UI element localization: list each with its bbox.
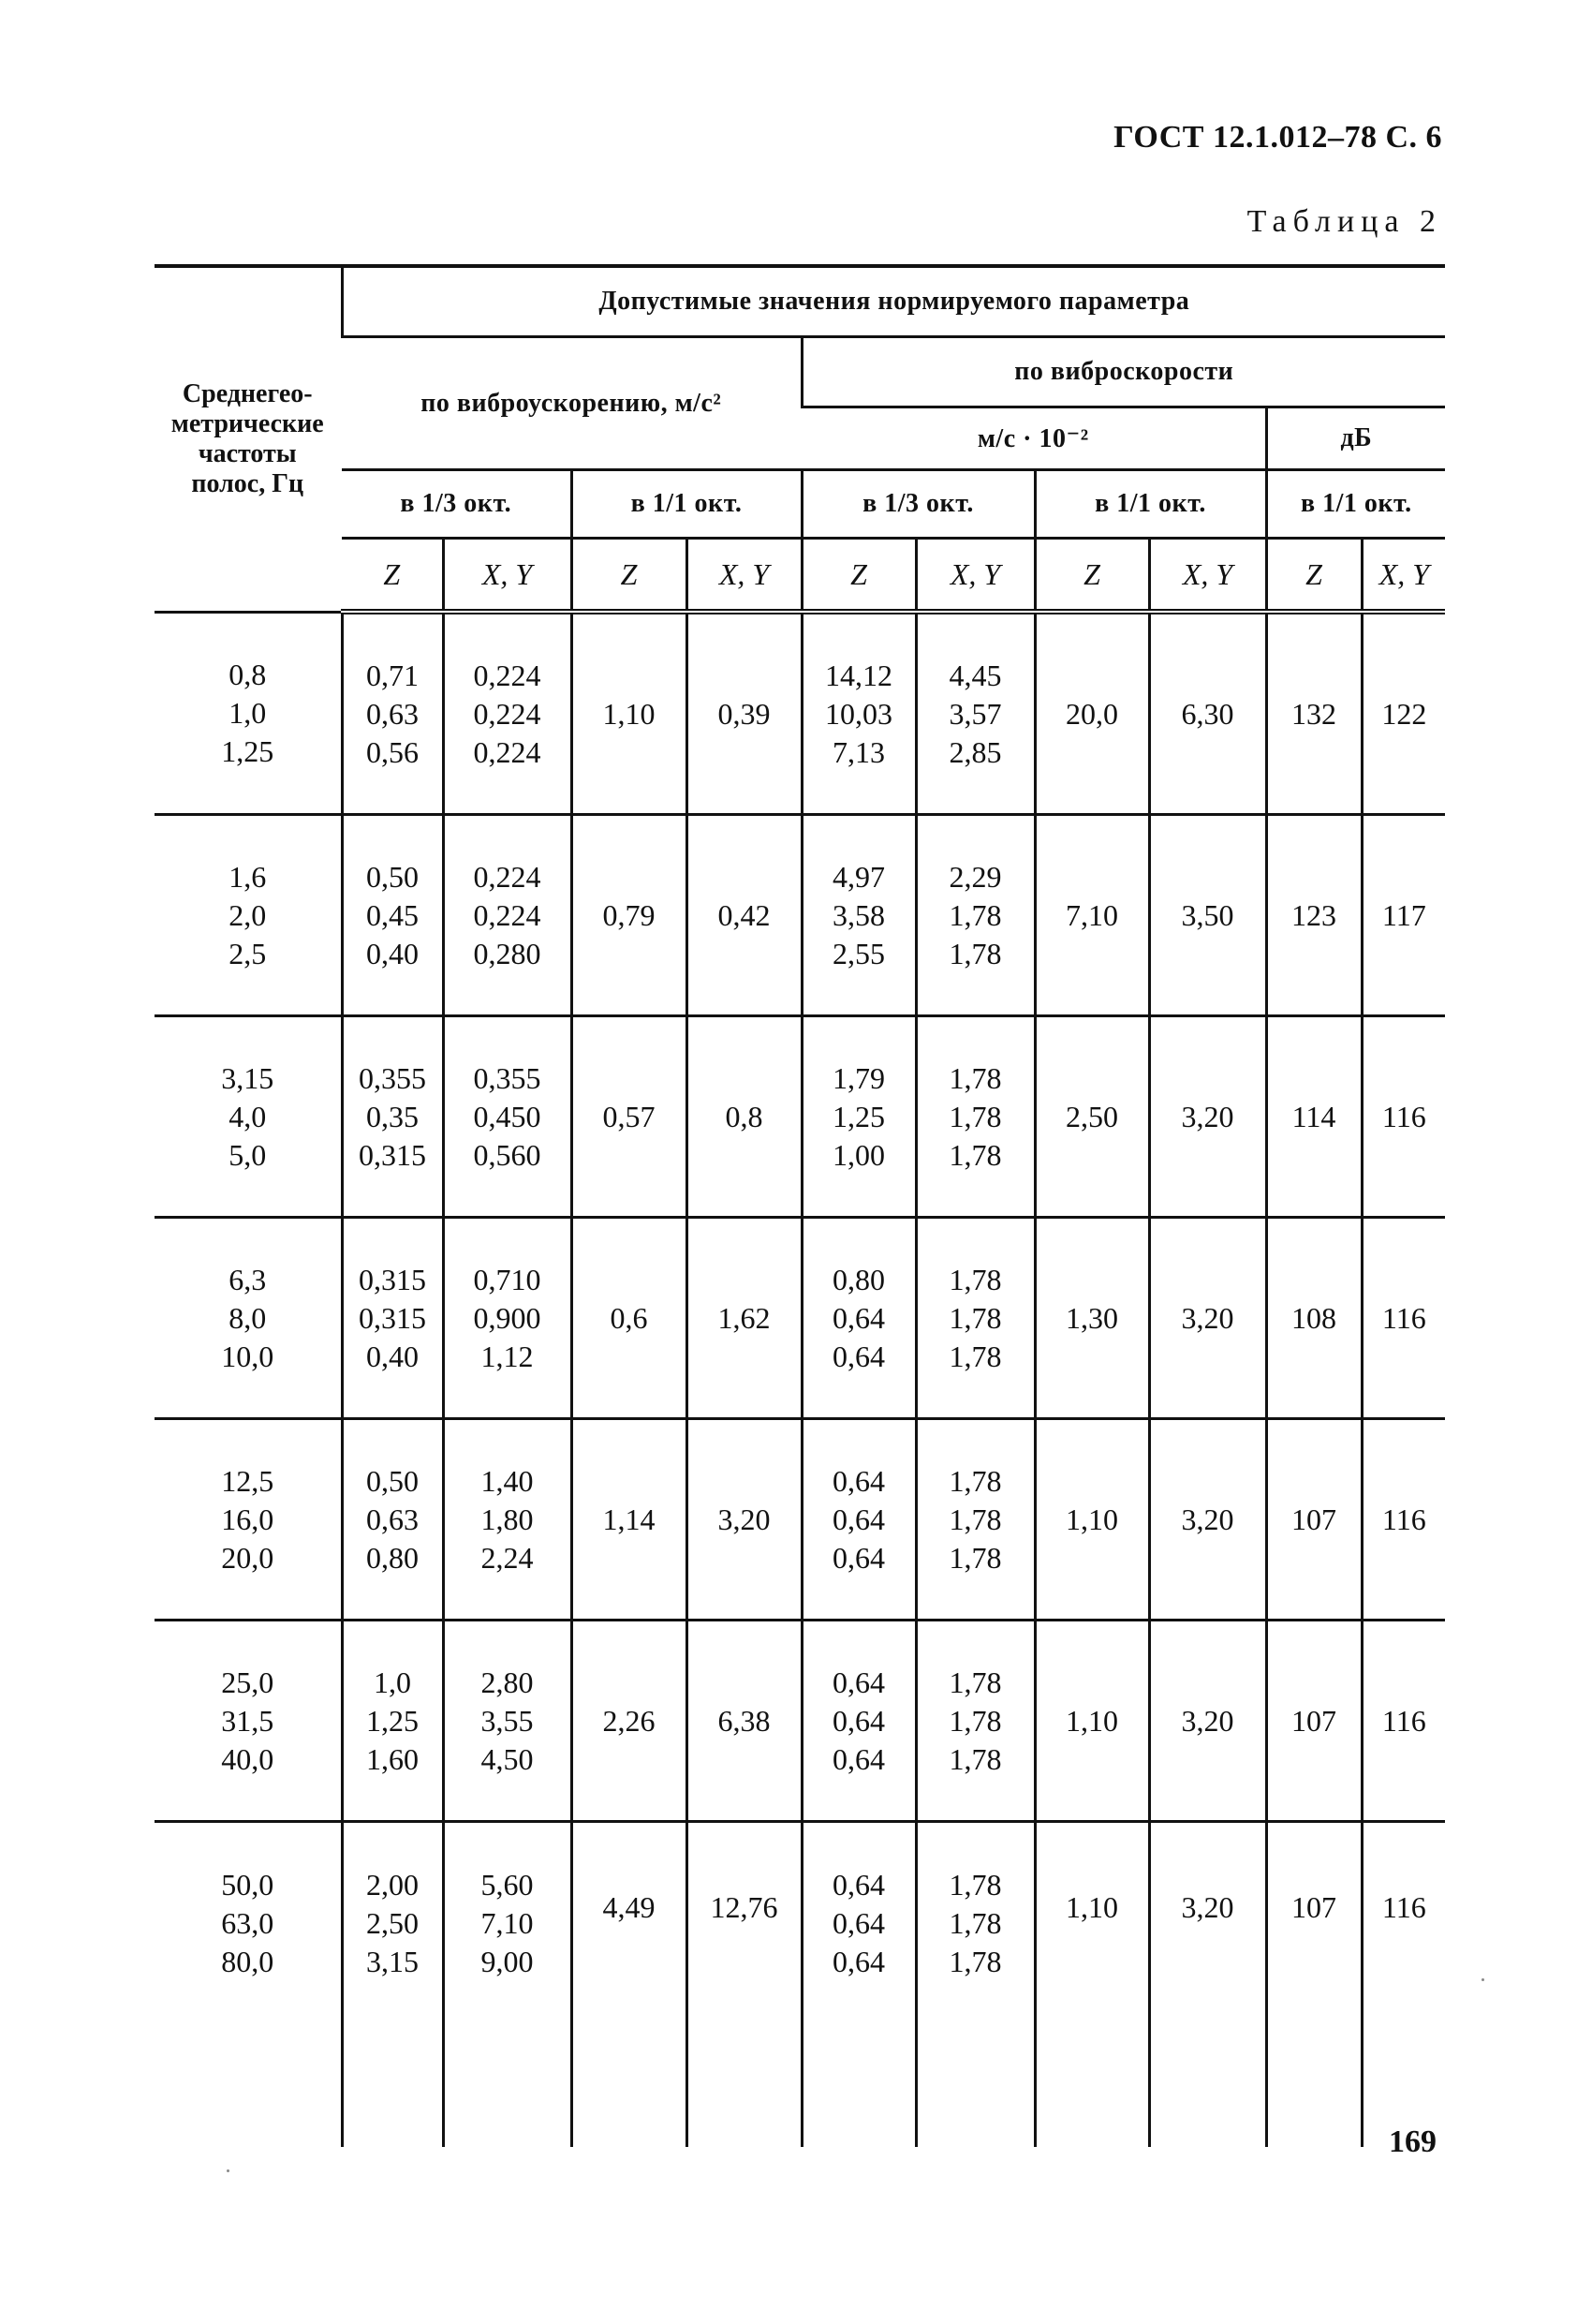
cell-freq — [155, 1419, 342, 1621]
cell-value: 3,15 — [366, 1945, 419, 1978]
cell-value: 1,78 — [949, 1339, 1002, 1373]
cell-acc-full-xy — [686, 815, 802, 1016]
cell-db-xy — [1362, 1822, 1445, 2148]
cell-value: 0,45 — [366, 897, 419, 932]
cell-db-z — [1266, 1016, 1362, 1218]
cell-value: 0,50 — [366, 1463, 419, 1498]
cell-value: 1,62 — [717, 1300, 771, 1335]
cell-acc-third-xy — [443, 612, 571, 815]
cell-value: 0,56 — [366, 734, 419, 769]
cell-value: 0,900 — [473, 1300, 541, 1335]
cell-vel-full-xy — [1149, 1621, 1266, 1822]
cell-db-z — [1266, 1419, 1362, 1621]
cell-value: 3,15 — [221, 1060, 274, 1095]
cell-value: 132 — [1291, 696, 1336, 731]
cell-vel-full-xy — [1149, 1419, 1266, 1621]
cell-value: 4,49 — [602, 1890, 656, 1924]
cell-db-z — [1266, 815, 1362, 1016]
cell-value: 0,315 — [359, 1262, 426, 1296]
table-row — [155, 1016, 1445, 1218]
cell-value: 0,224 — [473, 897, 541, 932]
cell-value: 10,03 — [825, 696, 892, 731]
cell-acc-full-z — [571, 1822, 686, 2148]
cell-value: 1,78 — [949, 1945, 1002, 1978]
cell-db-xy — [1362, 1016, 1445, 1218]
vibration-limits-table — [155, 264, 1445, 2147]
cell-value: 2,26 — [602, 1703, 656, 1738]
cell-value: 1,10 — [602, 696, 656, 731]
page-number: 169 — [1389, 2124, 1437, 2159]
cell-vel-full-xy — [1149, 1822, 1266, 2148]
cell-value: 2,00 — [366, 1868, 419, 1902]
cell-value: 0,64 — [833, 1502, 885, 1536]
cell-vel-full-xy — [1149, 1016, 1266, 1218]
cell-value: 2,85 — [949, 734, 1002, 769]
axis-xy-header: X, Y — [686, 539, 802, 613]
cell-value: 0,6 — [610, 1300, 648, 1335]
cell-value: 3,20 — [1181, 1890, 1234, 1924]
cell-vel-third-xy — [916, 1218, 1035, 1419]
table-row — [155, 1419, 1445, 1621]
cell-value: 1,78 — [949, 1540, 1002, 1575]
cell-value: 1,78 — [949, 1741, 1002, 1776]
acc-full-octave-header: в 1/1 окт. — [571, 470, 802, 539]
cell-value: 0,450 — [473, 1099, 541, 1133]
cell-acc-third-z — [342, 815, 443, 1016]
axis-xy-header: X, Y — [916, 539, 1035, 613]
cell-acc-third-xy — [443, 1621, 571, 1822]
cell-value: 0,64 — [833, 1703, 885, 1738]
cell-value: 1,6 — [228, 859, 267, 894]
cell-value: 1,25 — [221, 733, 274, 768]
cell-acc-full-z — [571, 1016, 686, 1218]
cell-value: 107 — [1291, 1502, 1336, 1536]
cell-value: 0,64 — [833, 1906, 885, 1940]
cell-value: 2,80 — [480, 1665, 534, 1699]
cell-value: 3,50 — [1181, 897, 1234, 932]
cell-value: 14,12 — [825, 658, 892, 692]
cell-vel-third-xy — [916, 612, 1035, 815]
cell-value: 114 — [1291, 1099, 1336, 1133]
cell-value: 3,57 — [949, 696, 1002, 731]
cell-value: 12,76 — [710, 1890, 778, 1924]
cell-acc-third-xy — [443, 1822, 571, 2148]
cell-value: 31,5 — [221, 1703, 274, 1738]
cell-freq — [155, 612, 342, 815]
cell-value: 3,58 — [833, 897, 885, 932]
cell-db-z — [1266, 1621, 1362, 1822]
cell-value: 107 — [1291, 1890, 1336, 1924]
cell-vel-full-z — [1035, 1419, 1149, 1621]
vel-third-octave-header: в 1/3 окт. — [802, 470, 1035, 539]
cell-freq — [155, 1218, 342, 1419]
cell-acc-full-z — [571, 1218, 686, 1419]
cell-value: 0,35 — [366, 1099, 419, 1133]
cell-acc-full-z — [571, 612, 686, 815]
cell-value: 0,64 — [833, 1339, 885, 1373]
cell-vel-full-xy — [1149, 1218, 1266, 1419]
scan-speck — [1481, 1978, 1484, 1981]
cell-acc-third-z — [342, 1822, 443, 2148]
cell-vel-full-xy — [1149, 815, 1266, 1016]
cell-value: 0,80 — [833, 1262, 885, 1296]
cell-value: 1,10 — [1066, 1703, 1118, 1738]
cell-value: 20,0 — [221, 1540, 274, 1575]
cell-value: 5,60 — [480, 1868, 534, 1902]
table-body — [155, 612, 1445, 2147]
cell-value: 116 — [1381, 1703, 1426, 1738]
cell-value: 0,57 — [602, 1099, 656, 1133]
cell-vel-third-z — [802, 1419, 916, 1621]
cell-acc-full-z — [571, 815, 686, 1016]
cell-value: 9,00 — [480, 1945, 534, 1978]
cell-value: 0,80 — [366, 1540, 419, 1575]
cell-value: 123 — [1291, 897, 1336, 932]
cell-value: 1,78 — [949, 1300, 1002, 1335]
cell-value: 0,315 — [359, 1300, 426, 1335]
cell-value: 0,224 — [473, 658, 541, 692]
cell-value: 1,60 — [366, 1741, 419, 1776]
cell-value: 3,20 — [1181, 1502, 1234, 1536]
cell-value: 0,64 — [833, 1868, 885, 1902]
cell-value: 117 — [1381, 897, 1426, 932]
cell-value: 25,0 — [221, 1665, 274, 1699]
cell-vel-full-z — [1035, 1621, 1149, 1822]
cell-vel-third-z — [802, 612, 916, 815]
cell-value: 0,315 — [359, 1137, 426, 1172]
cell-value: 116 — [1381, 1300, 1426, 1335]
cell-acc-full-xy — [686, 1016, 802, 1218]
cell-value: 122 — [1381, 696, 1427, 731]
cell-acc-third-z — [342, 1419, 443, 1621]
cell-value: 0,40 — [366, 936, 419, 970]
table-row — [155, 1822, 1445, 2148]
velocity-header: по виброскорости — [802, 337, 1445, 407]
cell-value: 1,00 — [833, 1137, 885, 1172]
cell-db-xy — [1362, 815, 1445, 1016]
cell-freq — [155, 1822, 342, 2148]
cell-value: 1,78 — [949, 1906, 1002, 1940]
scan-speck — [227, 2169, 229, 2172]
table-row — [155, 612, 1445, 815]
cell-vel-third-xy — [916, 815, 1035, 1016]
cell-vel-third-xy — [916, 1621, 1035, 1822]
cell-value: 1,30 — [1066, 1300, 1118, 1335]
cell-value: 10,0 — [221, 1339, 274, 1373]
cell-value: 1,78 — [949, 1463, 1002, 1498]
cell-freq — [155, 1016, 342, 1218]
cell-value: 4,45 — [949, 658, 1002, 692]
cell-value: 4,50 — [480, 1741, 534, 1776]
acc-third-octave-header: в 1/3 окт. — [342, 470, 571, 539]
axis-z-header: Z — [342, 539, 443, 613]
cell-value: 0,224 — [473, 696, 541, 731]
axis-z-header: Z — [571, 539, 686, 613]
cell-value: 1,25 — [833, 1099, 885, 1133]
cell-db-z — [1266, 1218, 1362, 1419]
cell-freq — [155, 815, 342, 1016]
cell-value: 2,50 — [366, 1906, 419, 1940]
cell-value: 4,0 — [228, 1099, 267, 1133]
cell-value: 2,50 — [1066, 1099, 1118, 1133]
cell-value: 6,3 — [228, 1262, 267, 1296]
cell-acc-full-xy — [686, 1822, 802, 2148]
cell-value: 0,40 — [366, 1339, 419, 1373]
cell-value: 2,24 — [480, 1540, 534, 1575]
cell-vel-full-z — [1035, 1822, 1149, 2148]
cell-acc-full-xy — [686, 612, 802, 815]
cell-value: 0,63 — [366, 696, 419, 731]
vel-full-octave-header: в 1/1 окт. — [1035, 470, 1266, 539]
cell-value: 0,64 — [833, 1945, 885, 1978]
cell-value: 80,0 — [221, 1945, 274, 1978]
cell-value: 1,78 — [949, 936, 1002, 970]
axis-xy-header: X, Y — [1362, 539, 1445, 613]
cell-value: 0,560 — [473, 1137, 541, 1172]
cell-acc-third-xy — [443, 815, 571, 1016]
cell-db-xy — [1362, 1419, 1445, 1621]
cell-acc-full-z — [571, 1419, 686, 1621]
cell-value: 0,42 — [717, 897, 771, 932]
velocity-db-header: дБ — [1266, 407, 1445, 470]
cell-vel-third-z — [802, 1016, 916, 1218]
cell-value: 1,0 — [374, 1665, 411, 1699]
cell-value: 0,39 — [717, 696, 771, 731]
cell-value: 2,55 — [833, 936, 885, 970]
cell-value: 3,55 — [480, 1703, 534, 1738]
cell-value: 0,64 — [833, 1300, 885, 1335]
cell-vel-full-z — [1035, 612, 1149, 815]
axis-z-header: Z — [1266, 539, 1362, 613]
cell-acc-full-z — [571, 1621, 686, 1822]
cell-value: 1,78 — [949, 1868, 1002, 1902]
axis-xy-header: X, Y — [443, 539, 571, 613]
table-row — [155, 1218, 1445, 1419]
cell-acc-full-xy — [686, 1419, 802, 1621]
cell-acc-third-xy — [443, 1419, 571, 1621]
cell-value: 1,78 — [949, 1099, 1002, 1133]
frequency-column-header: Среднегео-метрические частоты полос, Гц — [155, 266, 342, 612]
cell-value: 16,0 — [221, 1502, 274, 1536]
cell-value: 12,5 — [221, 1463, 274, 1498]
cell-freq — [155, 1621, 342, 1822]
cell-acc-third-z — [342, 1016, 443, 1218]
cell-vel-third-z — [802, 1621, 916, 1822]
cell-value: 1,78 — [949, 1262, 1002, 1296]
cell-acc-third-z — [342, 1621, 443, 1822]
cell-value: 1,10 — [1066, 1890, 1118, 1924]
cell-value: 7,10 — [480, 1906, 534, 1940]
cell-value: 0,79 — [602, 897, 656, 932]
acceleration-header: по виброускорению, м/с² — [342, 337, 802, 470]
cell-value: 1,78 — [949, 1060, 1002, 1095]
cell-acc-full-xy — [686, 1621, 802, 1822]
cell-value: 6,38 — [717, 1703, 771, 1738]
cell-value: 5,0 — [228, 1137, 267, 1172]
cell-value: 2,5 — [228, 936, 267, 970]
cell-value: 107 — [1291, 1703, 1336, 1738]
cell-acc-third-xy — [443, 1218, 571, 1419]
cell-value: 0,64 — [833, 1463, 885, 1498]
cell-db-z — [1266, 1822, 1362, 2148]
cell-value: 116 — [1381, 1502, 1426, 1536]
cell-value: 1,12 — [480, 1339, 534, 1373]
velocity-ms-header: м/с · 10⁻² — [802, 407, 1266, 470]
cell-value: 20,0 — [1066, 696, 1118, 731]
cell-value: 0,224 — [473, 734, 541, 769]
cell-vel-third-xy — [916, 1822, 1035, 2148]
cell-value: 2,29 — [949, 859, 1002, 894]
cell-acc-third-z — [342, 612, 443, 815]
cell-value: 1,78 — [949, 897, 1002, 932]
cell-value: 0,71 — [366, 658, 419, 692]
cell-value: 1,78 — [949, 1137, 1002, 1172]
cell-value: 1,78 — [949, 1665, 1002, 1699]
cell-value: 0,64 — [833, 1741, 885, 1776]
cell-vel-full-xy — [1149, 612, 1266, 815]
cell-db-z — [1266, 612, 1362, 815]
cell-value: 40,0 — [221, 1741, 274, 1776]
cell-value: 1,0 — [228, 695, 267, 730]
cell-value: 7,13 — [833, 734, 885, 769]
axis-xy-header: X, Y — [1149, 539, 1266, 613]
cell-value: 50,0 — [221, 1868, 274, 1902]
cell-db-xy — [1362, 612, 1445, 815]
cell-value: 1,14 — [602, 1502, 656, 1536]
cell-value: 7,10 — [1066, 897, 1118, 932]
cell-value: 3,20 — [1181, 1703, 1234, 1738]
cell-value: 0,355 — [473, 1060, 541, 1095]
cell-vel-full-z — [1035, 1218, 1149, 1419]
cell-value: 0,224 — [473, 859, 541, 894]
table-row — [155, 815, 1445, 1016]
cell-value: 63,0 — [221, 1906, 274, 1940]
cell-value: 1,40 — [480, 1463, 534, 1498]
cell-value: 8,0 — [228, 1300, 267, 1335]
cell-value: 3,20 — [1181, 1099, 1234, 1133]
table-row — [155, 1621, 1445, 1822]
cell-value: 0,50 — [366, 859, 419, 894]
cell-acc-full-xy — [686, 1218, 802, 1419]
cell-value: 0,710 — [473, 1262, 541, 1296]
cell-value: 0,64 — [833, 1665, 885, 1699]
cell-value: 0,63 — [366, 1502, 419, 1536]
cell-value: 0,8 — [725, 1099, 763, 1133]
cell-value: 4,97 — [833, 859, 885, 894]
cell-vel-third-z — [802, 1822, 916, 2148]
cell-vel-third-xy — [916, 1419, 1035, 1621]
cell-value: 0,355 — [359, 1060, 426, 1095]
cell-vel-third-z — [802, 1218, 916, 1419]
cell-value: 1,79 — [833, 1060, 885, 1095]
axis-z-header: Z — [1035, 539, 1149, 613]
axis-z-header: Z — [802, 539, 916, 613]
cell-value: 1,10 — [1066, 1502, 1118, 1536]
cell-value: 2,0 — [228, 897, 267, 932]
cell-value: 1,78 — [949, 1502, 1002, 1536]
cell-db-xy — [1362, 1621, 1445, 1822]
table-caption: Таблица 2 — [1246, 204, 1442, 239]
cell-vel-full-z — [1035, 815, 1149, 1016]
cell-value: 6,30 — [1181, 696, 1234, 731]
cell-value: 3,20 — [1181, 1300, 1234, 1335]
cell-acc-third-xy — [443, 1016, 571, 1218]
cell-value: 116 — [1381, 1890, 1426, 1924]
cell-value: 1,25 — [366, 1703, 419, 1738]
cell-value: 0,64 — [833, 1540, 885, 1575]
cell-value: 116 — [1381, 1099, 1426, 1133]
cell-value: 108 — [1291, 1300, 1336, 1335]
cell-value: 3,20 — [717, 1502, 771, 1536]
cell-value: 1,80 — [480, 1502, 534, 1536]
document-reference: ГОСТ 12.1.012–78 С. 6 — [1113, 120, 1442, 155]
cell-acc-third-z — [342, 1218, 443, 1419]
cell-value: 0,280 — [473, 936, 541, 970]
cell-db-xy — [1362, 1218, 1445, 1419]
cell-value: 0,8 — [228, 657, 267, 691]
permissible-values-header: Допустимые значения нормируемого параметра — [342, 266, 1445, 337]
db-full-octave-header: в 1/1 окт. — [1266, 470, 1445, 539]
cell-vel-third-xy — [916, 1016, 1035, 1218]
cell-vel-full-z — [1035, 1016, 1149, 1218]
cell-vel-third-z — [802, 815, 916, 1016]
cell-value: 1,78 — [949, 1703, 1002, 1738]
